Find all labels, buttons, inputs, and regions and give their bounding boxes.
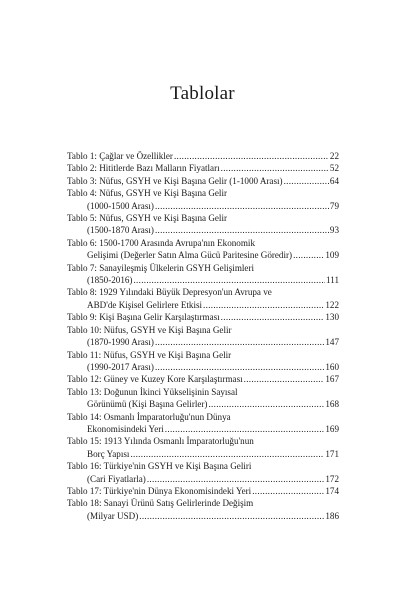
toc-entry-line bbox=[67, 386, 339, 398]
toc-entry bbox=[67, 262, 339, 287]
dot-leader bbox=[130, 448, 324, 460]
toc-entry-page-number: 147 bbox=[325, 337, 339, 348]
toc-entry bbox=[67, 187, 339, 212]
toc-entry bbox=[67, 311, 339, 323]
toc-entry-text: ABD'de Kişisel Gelirlere Etkisi bbox=[87, 299, 203, 310]
toc-entry-continuation bbox=[67, 510, 339, 522]
toc-entry bbox=[67, 286, 339, 311]
page-title: Tablolar bbox=[170, 83, 235, 104]
dot-leader bbox=[252, 485, 324, 497]
dot-leader bbox=[293, 249, 324, 261]
dot-leader bbox=[155, 200, 329, 212]
toc-entry-text: Tablo 7: Sanayileşmiş Ülkelerin GSYH Gelişimleri bbox=[67, 262, 255, 273]
toc-entry-text: Tablo 13: Doğunun İkinci Yükselişinin Sayısal bbox=[67, 386, 238, 397]
toc-entry-page-number: 167 bbox=[325, 374, 339, 385]
toc-entry-text: Tablo 5: Nüfus, GSYH ve Kişi Başına Gelir bbox=[67, 213, 228, 224]
toc-entry-line bbox=[67, 212, 339, 224]
toc-entry bbox=[67, 150, 339, 162]
toc-entry-continuation bbox=[67, 448, 339, 460]
toc-entry-text: Tablo 8: 1929 Yılındaki Büyük Depresyon'un Avrupa ve bbox=[67, 287, 272, 298]
dot-leader bbox=[155, 361, 324, 373]
toc-entry-line bbox=[67, 311, 339, 323]
toc-entry-text: Gelişimi (Değerler Satın Alma Gücü Paritesine Göredir) bbox=[87, 250, 293, 261]
toc-entry bbox=[67, 373, 339, 385]
toc-entry bbox=[67, 411, 339, 436]
dot-leader bbox=[155, 336, 324, 348]
toc-entry-continuation bbox=[67, 361, 339, 373]
toc-entry-page-number: 22 bbox=[329, 151, 339, 161]
toc-entry-text: Tablo 1: Çağlar ve Özellikler bbox=[67, 151, 173, 161]
toc-entry-line bbox=[67, 324, 339, 336]
toc-entry-continuation bbox=[67, 423, 339, 435]
toc-entry-continuation bbox=[67, 398, 339, 410]
toc-entry-page-number: 109 bbox=[325, 250, 339, 261]
toc-entry-line bbox=[67, 411, 339, 423]
toc-entry-line bbox=[67, 187, 339, 199]
toc-entry-text: Tablo 2: Hititlerde Bazı Malların Fiyatları bbox=[67, 163, 220, 174]
toc-entry-text: Tablo 16: Türkiye'nin GSYH ve Kişi Başına Geliri bbox=[67, 461, 252, 472]
dot-leader bbox=[221, 162, 329, 174]
toc-entry bbox=[67, 485, 339, 497]
toc-entry-line bbox=[67, 497, 339, 509]
toc-entry-text: (Cari Fiyatlarla) bbox=[87, 473, 146, 484]
toc-entry-page-number: 168 bbox=[325, 399, 339, 410]
toc-entry-text: (1850-2016) bbox=[87, 275, 133, 286]
toc-entry-line bbox=[67, 373, 339, 385]
toc-entry-page-number: 172 bbox=[325, 473, 339, 484]
toc-entry bbox=[67, 162, 339, 174]
toc-entry-line bbox=[67, 435, 339, 447]
toc-entry-text: (1000-1500 Arası) bbox=[87, 200, 154, 211]
dot-leader bbox=[165, 423, 325, 435]
toc-entry-line bbox=[67, 237, 339, 249]
dot-leader bbox=[147, 473, 325, 485]
toc-entry-continuation bbox=[67, 336, 339, 348]
toc-entry-page-number: 169 bbox=[325, 423, 339, 434]
toc-entry bbox=[67, 175, 339, 187]
dot-leader bbox=[203, 299, 324, 311]
toc-entry-text: Görünümü (Kişi Başına Gelirler) bbox=[87, 399, 208, 410]
toc-entry-page-number: 79 bbox=[329, 200, 339, 211]
toc-entry-line bbox=[67, 150, 339, 162]
toc-entry-page-number: 174 bbox=[325, 485, 339, 496]
dot-leader bbox=[208, 398, 324, 410]
toc-entry-text: Tablo 4: Nüfus, GSYH ve Kişi Başına Gelir bbox=[67, 188, 228, 199]
toc-entry-text: (Milyar USD) bbox=[87, 510, 139, 521]
dot-leader bbox=[155, 224, 329, 236]
toc-entry-text: (1870-1990 Arası) bbox=[87, 337, 154, 348]
toc-entry-page-number: 160 bbox=[325, 361, 339, 372]
toc-entry-line bbox=[67, 262, 339, 274]
dot-leader bbox=[221, 311, 325, 323]
toc-entry-text: Tablo 6: 1500-1700 Arasında Avrupa'nın Ekonomik bbox=[67, 237, 255, 248]
toc-entry-line bbox=[67, 485, 339, 497]
toc-entry-text: Tablo 15: 1913 Yılında Osmanlı İmparatorluğu'nun bbox=[67, 436, 254, 447]
dot-leader bbox=[174, 150, 329, 162]
toc-entry-line bbox=[67, 162, 339, 174]
toc-entry-page-number: 111 bbox=[326, 275, 339, 286]
dot-leader bbox=[139, 510, 324, 522]
toc-entry-text: Tablo 10: Nüfus, GSYH ve Kişi Başına Gelir bbox=[67, 324, 232, 335]
toc-entry-continuation bbox=[67, 473, 339, 485]
toc-entry bbox=[67, 497, 339, 522]
dot-leader bbox=[133, 274, 325, 286]
dot-leader bbox=[244, 373, 325, 385]
toc-entry-page-number: 93 bbox=[329, 225, 339, 236]
table-of-tables bbox=[67, 150, 339, 522]
toc-entry bbox=[67, 349, 339, 374]
toc-entry-line bbox=[67, 175, 339, 187]
toc-entry-text: Tablo 17: Türkiye'nin Dünya Ekonomisindeki Yeri bbox=[67, 485, 252, 496]
toc-entry-continuation bbox=[67, 299, 339, 311]
dot-leader bbox=[284, 175, 329, 187]
toc-entry-page-number: 171 bbox=[325, 448, 339, 459]
toc-entry-continuation bbox=[67, 249, 339, 261]
toc-entry bbox=[67, 386, 339, 411]
toc-entry-text: Tablo 12: Güney ve Kuzey Kore Karşılaştırması bbox=[67, 374, 243, 385]
toc-entry-line bbox=[67, 460, 339, 472]
toc-entry-page-number: 64 bbox=[329, 175, 339, 186]
toc-entry-text: Tablo 9: Kişi Başına Gelir Karşılaştırması bbox=[67, 312, 220, 323]
toc-entry bbox=[67, 237, 339, 262]
toc-entry-page-number: 186 bbox=[325, 510, 339, 521]
toc-entry bbox=[67, 324, 339, 349]
toc-entry-line bbox=[67, 286, 339, 298]
toc-entry-continuation bbox=[67, 200, 339, 212]
toc-entry-text: (1990-2017 Arası) bbox=[87, 361, 154, 372]
toc-entry-text: Borç Yapısı bbox=[87, 448, 130, 459]
toc-entry-page-number: 52 bbox=[329, 163, 339, 174]
toc-entry-text: Tablo 11: Nüfus, GSYH ve Kişi Başına Gelir bbox=[67, 349, 232, 360]
toc-entry bbox=[67, 435, 339, 460]
toc-entry-page-number: 130 bbox=[325, 312, 339, 323]
toc-entry-text: Tablo 14: Osmanlı İmparatorluğu'nun Dünya bbox=[67, 411, 231, 422]
toc-entry-continuation bbox=[67, 224, 339, 236]
toc-entry bbox=[67, 212, 339, 237]
toc-entry-text: Ekonomisindeki Yeri bbox=[87, 423, 164, 434]
toc-entry-text: Tablo 18: Sanayi Ürünü Satış Gelirlerinde Değişim bbox=[67, 498, 254, 509]
toc-entry bbox=[67, 460, 339, 485]
toc-entry-page-number: 122 bbox=[325, 299, 339, 310]
toc-entry-text: Tablo 3: Nüfus, GSYH ve Kişi Başına Gelir (1-1000 Arası) bbox=[67, 175, 283, 186]
toc-entry-continuation bbox=[67, 274, 339, 286]
toc-entry-text: (1500-1870 Arası) bbox=[87, 225, 154, 236]
toc-entry-line bbox=[67, 349, 339, 361]
